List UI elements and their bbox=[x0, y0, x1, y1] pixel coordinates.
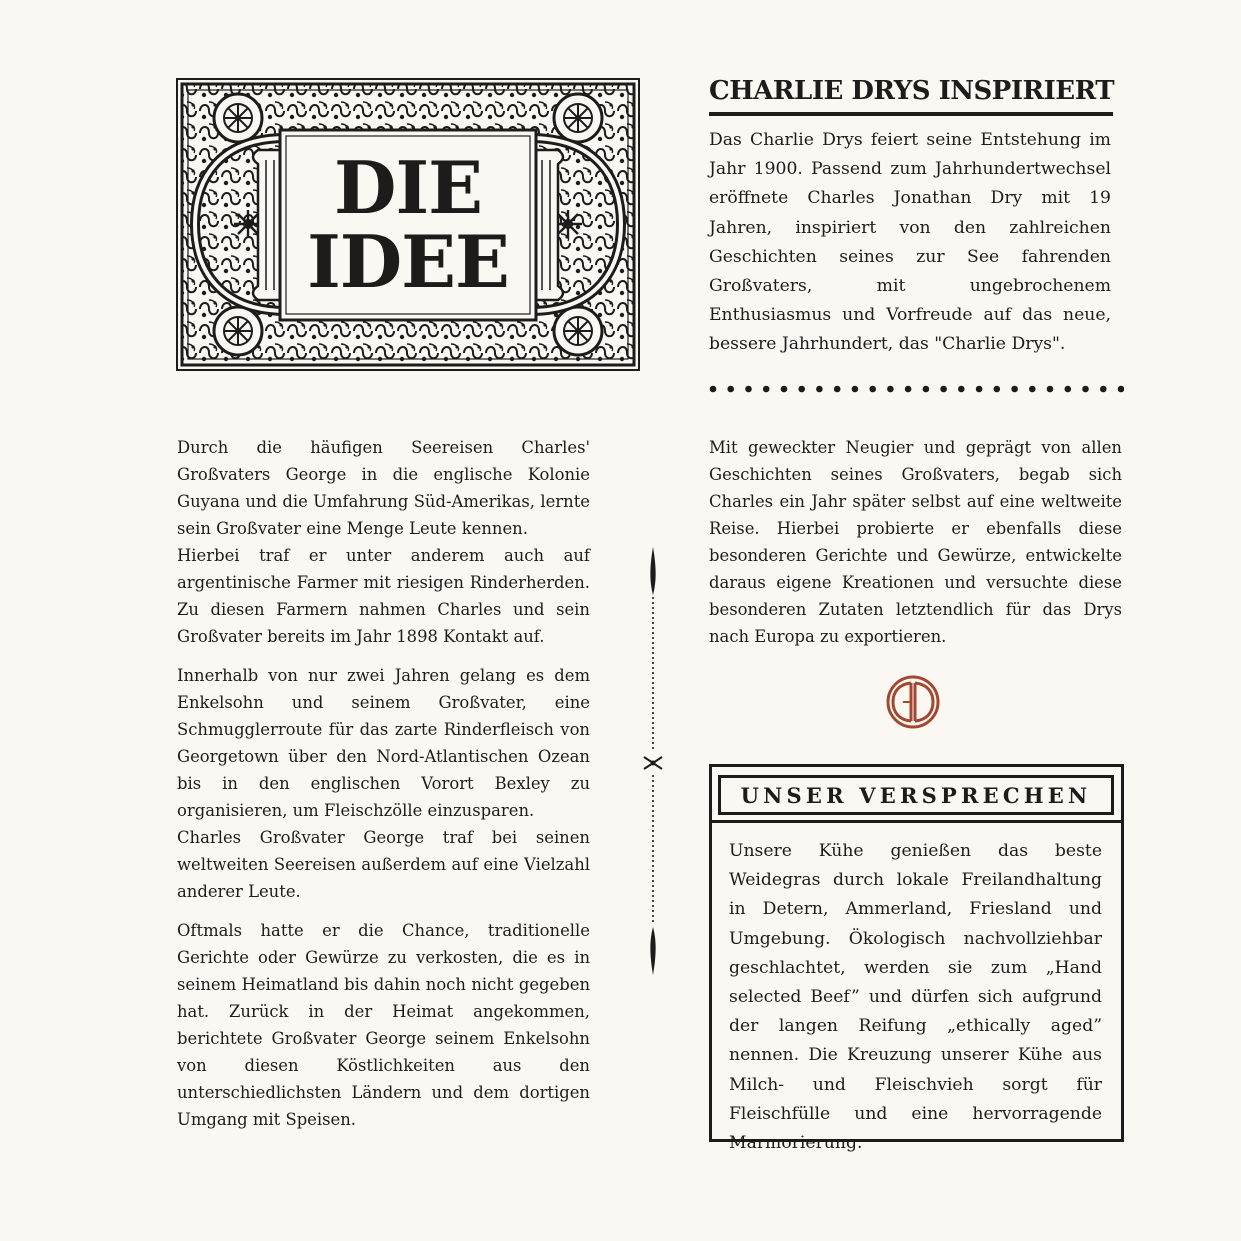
separator-dot bbox=[923, 386, 930, 393]
separator-dot bbox=[1011, 386, 1018, 393]
left-column bbox=[177, 434, 590, 1133]
left-paragraph-2: Hierbei traf er unter anderem auch auf argentinische Farmer mit riesigen Rinderherden. Zu diesen Farmern nahmen Charles und sein Großvater bereits im Jahr 1898 Kontakt auf. bbox=[177, 546, 590, 646]
section-heading: CHARLIE DRYS INSPIRIERT bbox=[709, 72, 1113, 116]
separator-dot bbox=[763, 386, 770, 393]
right-column bbox=[709, 434, 1122, 650]
title-ornate-frame bbox=[176, 78, 640, 371]
page-title bbox=[176, 78, 640, 371]
separator-dot bbox=[1100, 386, 1107, 393]
separator-dot bbox=[1047, 386, 1054, 393]
promise-box bbox=[709, 764, 1124, 1154]
intro-paragraph: Das Charlie Drys feiert seine Entstehung im Jahr 1900. Passend zum Jahrhundertwechsel eröffnete Charles Jonathan Dry mit 19 Jahren, inspiriert von den zahlreichen Geschichten seines zur See fahrenden Großvaters, mit ungebrochenem Enthusiasmus und Vorfreude auf das neue, bessere Jahrhundert, das "Charlie Drys". bbox=[709, 130, 1111, 355]
separator-dot bbox=[781, 386, 788, 393]
left-paragraph-3: Innerhalb von nur zwei Jahren gelang es dem Enkelsohn und seinem Großvater, eine Schmugglerroute für das zarte Rinderfleisch von Georgetown über den Nord-Atlantischen Ozean bis in den englischen Vorort Bexley zu organisieren, um Fleischzölle einzusparen. bbox=[177, 666, 590, 820]
left-paragraph-4: Charles Großvater George traf bei seinen weltweiten Seereisen außerdem auf eine Vielzahl anderer Leute. bbox=[177, 828, 590, 901]
cd-monogram-icon bbox=[885, 674, 941, 730]
separator-dot bbox=[976, 386, 983, 393]
separator-dot bbox=[1065, 386, 1072, 393]
separator-dot bbox=[869, 386, 876, 393]
separator-dot bbox=[852, 386, 859, 393]
left-paragraph-5: Oftmals hatte er die Chance, traditionelle Gerichte oder Gewürze zu verkosten, die es in seinem Heimatland bis dahin noch nicht gegeben hat. Zurück in der Heimat angekommen, berichtete Großvater George seinem Enkelsohn von diesen Köstlichkeiten aus den unterschiedlichsten Ländern und dem dortigen Umgang mit Speisen. bbox=[177, 921, 590, 1129]
left-paragraph-1: Durch die häufigen Seereisen Charles' Großvaters George in die englische Kolonie Guyana und die Umfahrung Süd-Amerikas, lernte sein Großvater eine Menge Leute kennen. bbox=[177, 438, 590, 538]
separator-dot bbox=[905, 386, 912, 393]
separator-dot bbox=[798, 386, 805, 393]
promise-title: UNSER VERSPRECHEN bbox=[718, 775, 1114, 815]
separator-dot bbox=[940, 386, 947, 393]
vertical-ornament-divider bbox=[640, 545, 666, 977]
separator-dot bbox=[1118, 386, 1124, 393]
separator-dot bbox=[994, 386, 1001, 393]
separator-dot bbox=[727, 386, 734, 393]
title-line-1: DIE bbox=[334, 144, 482, 230]
separator-dot bbox=[834, 386, 841, 393]
separator-dot bbox=[816, 386, 823, 393]
separator-dot bbox=[887, 386, 894, 393]
separator-dot bbox=[745, 386, 752, 393]
dotted-separator bbox=[709, 382, 1124, 396]
promise-divider bbox=[712, 820, 1121, 823]
right-paragraph-1: Mit geweckter Neugier und geprägt von allen Geschichten seines Großvaters, begab sich Charles ein Jahr später selbst auf eine weltweite Reise. Hierbei probierte er ebenfalls diese besonderen Gerichte und Gewürze, entwickelte daraus eigene Kreationen und versuchte diese besonderen Zutaten letztendlich für das Drys nach Europa zu exportieren. bbox=[709, 438, 1122, 646]
promise-text: Unsere Kühe genießen das beste Weidegras durch lokale Freilandhaltung in Detern, Ammerland, Friesland und Umgebung. Ökologisch nachvollziehbar geschlachtet, werden sie zum „Hand selected Beef” und dürfen sich aufgrund der langen Reifung „ethically aged” nennen. Die Kreuzung unserer Kühe aus Milch- und Fleischvieh sorgt für Fleischfülle und eine hervorragende Marmorierung. bbox=[729, 841, 1102, 1154]
separator-dot bbox=[958, 386, 965, 393]
separator-dot bbox=[1029, 386, 1036, 393]
title-line-2: IDEE bbox=[307, 218, 509, 304]
separator-dot bbox=[1082, 386, 1089, 393]
separator-dot bbox=[710, 386, 717, 393]
